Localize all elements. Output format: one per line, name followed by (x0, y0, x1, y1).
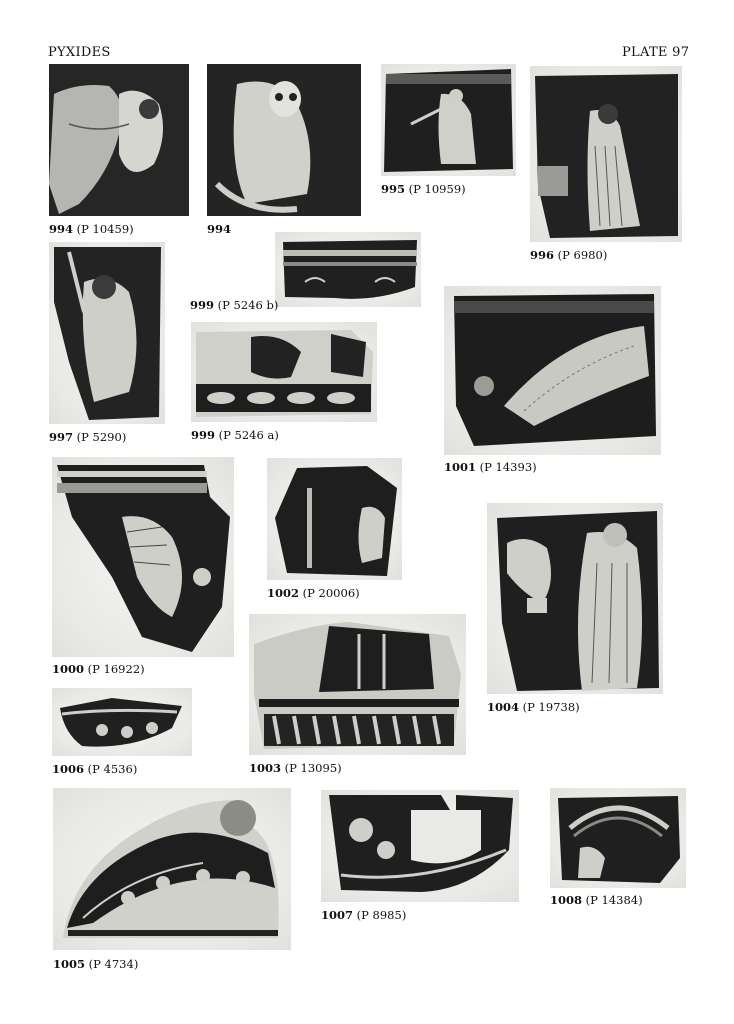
caption-1002: 1002 (P 20006) (267, 586, 360, 600)
sherd-photo-997 (49, 242, 165, 424)
caption-1005: 1005 (P 4734) (53, 957, 139, 971)
sherd-photo-999-a (191, 322, 377, 422)
sherd-photo-994-a (49, 64, 189, 216)
sherd-photo-996 (530, 66, 682, 242)
caption-997: 997 (P 5290) (49, 430, 127, 444)
sherd-photo-1002 (267, 458, 402, 580)
caption-994-a: 994 (P 10459) (49, 222, 134, 236)
page-header-right: PLATE 97 (622, 45, 690, 60)
sherd-photo-1003 (249, 614, 466, 755)
sherd-photo-994-b (207, 64, 361, 216)
caption-996: 996 (P 6980) (530, 248, 608, 262)
caption-999-b: 999 (P 5246 b) (190, 298, 279, 312)
sherd-photo-1005 (53, 788, 291, 950)
caption-994-b: 994 (207, 222, 232, 236)
caption-1000: 1000 (P 16922) (52, 662, 145, 676)
sherd-photo-1000 (52, 457, 234, 657)
caption-1007: 1007 (P 8985) (321, 908, 407, 922)
sherd-photo-1006 (52, 688, 192, 756)
caption-1008: 1008 (P 14384) (550, 893, 643, 907)
sherd-photo-1007 (321, 790, 519, 902)
caption-995: 995 (P 10959) (381, 182, 466, 196)
sherd-photo-1001 (444, 286, 661, 455)
sherd-photo-995 (381, 64, 516, 176)
sherd-photo-1008 (550, 788, 686, 888)
page-header-left: PYXIDES (48, 45, 111, 60)
caption-1001: 1001 (P 14393) (444, 460, 537, 474)
caption-1006: 1006 (P 4536) (52, 762, 138, 776)
sherd-photo-999-b (275, 232, 421, 307)
caption-1003: 1003 (P 13095) (249, 761, 342, 775)
sherd-photo-1004 (487, 503, 663, 694)
caption-1004: 1004 (P 19738) (487, 700, 580, 714)
caption-999-a: 999 (P 5246 a) (191, 428, 279, 442)
